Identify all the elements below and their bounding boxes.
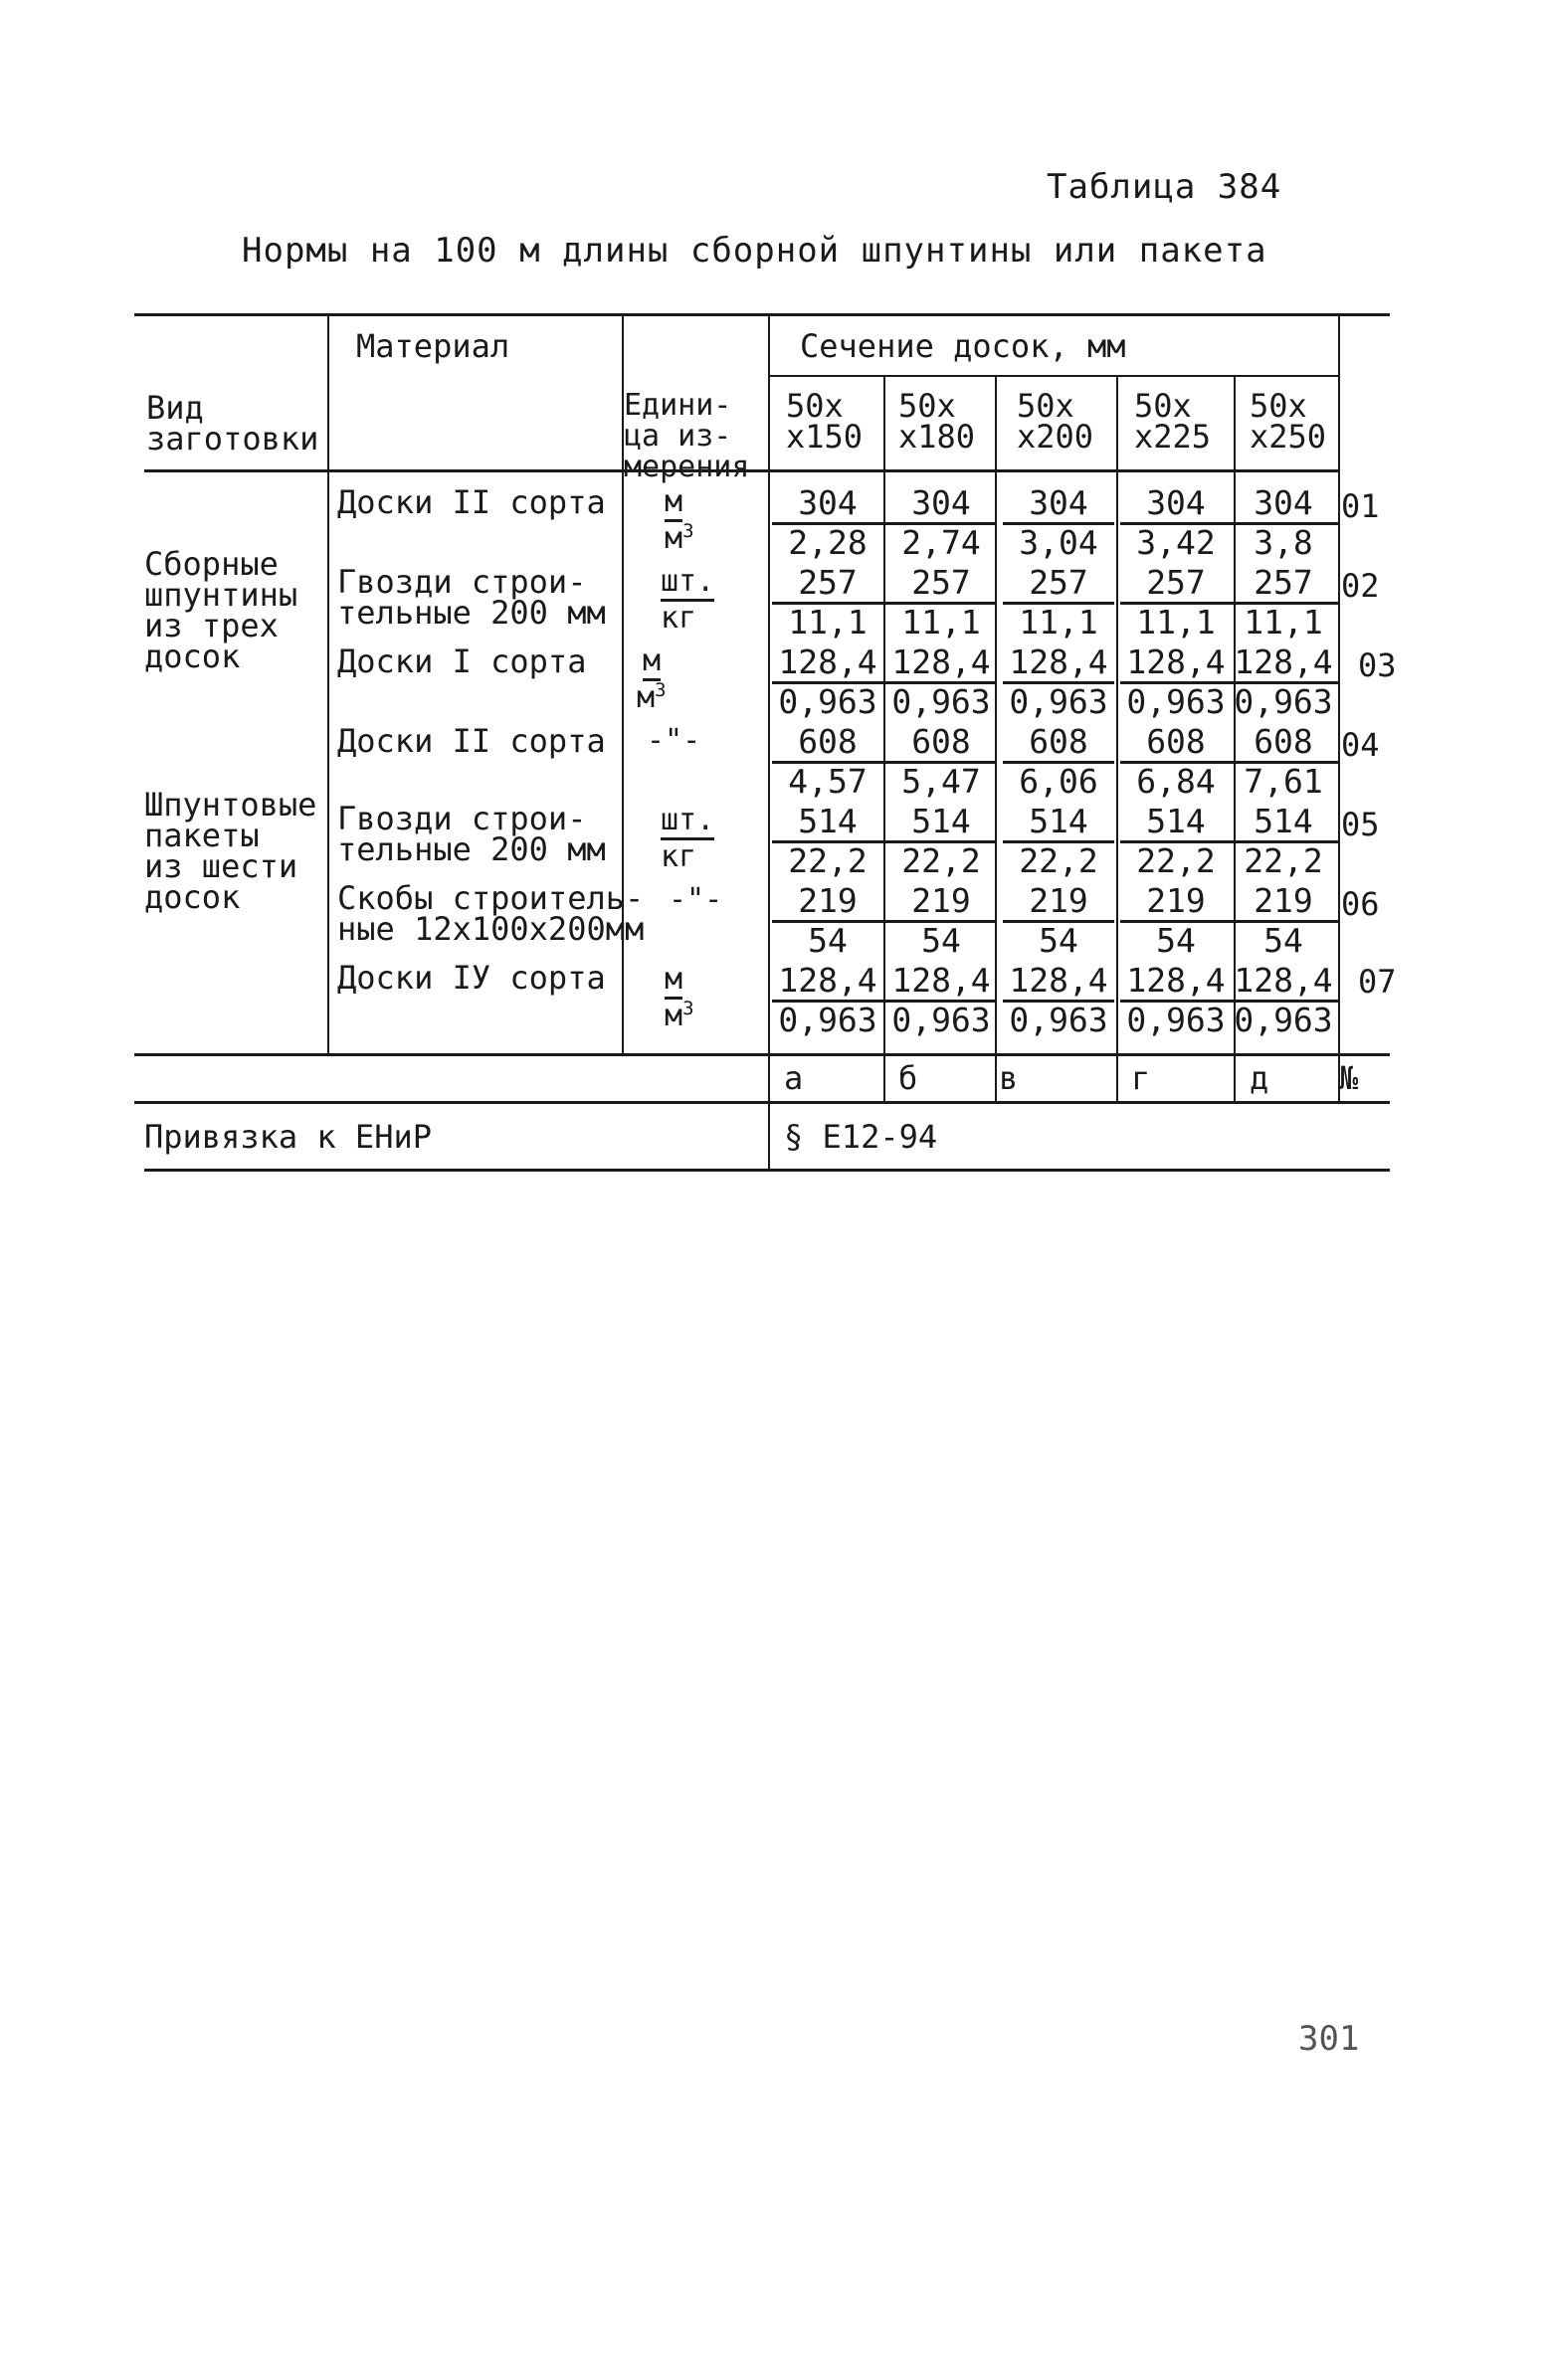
unit-row-05: шт. кг [661,803,715,874]
cell-01-b: $\frac{304}{2,74}$ [885,485,997,561]
row-code-01: 01 [1341,487,1380,525]
column-letter-a: а [784,1059,804,1097]
group-label-2: Шпунтовые пакеты из шести досок [144,786,317,916]
cell-01-d: $\frac{304}{3,42}$ [1120,485,1232,561]
material-row-04: Доски II сорта [337,722,606,760]
rule-table-bottom [144,1169,1390,1172]
material-row-03: Доски I сорта [337,642,587,680]
footer-label: Привязка к ЕНиР [144,1118,432,1156]
cell-05-d: $\frac{514}{22,2}$ [1120,804,1232,879]
row-code-05: 05 [1341,806,1380,843]
row-code-02: 02 [1341,567,1380,605]
cell-02-b: $\frac{257}{11,1}$ [885,565,997,641]
header-section: Сечение досок, мм [800,327,1126,365]
page-number: 301 [1298,2019,1360,2059]
rule-letters-bottom [134,1101,1390,1104]
cell-06-e: $\frac{219}{54}$ [1228,883,1339,959]
cell-04-b: $\frac{608}{5,47}$ [885,724,997,800]
cell-02-c: $\frac{257}{11,1}$ [1003,565,1114,641]
cell-07-a: $\frac{128,4}{0,963}$ [772,963,883,1038]
column-letter-e: д [1250,1059,1269,1097]
cell-04-e: $\frac{608}{7,61}$ [1228,724,1339,800]
unit-row-02: шт. кг [661,564,715,636]
cell-03-a: $\frac{128,4}{0,963}$ [772,644,883,720]
rule-body-bottom [134,1053,1390,1056]
cell-06-a: $\frac{219}{54}$ [772,883,883,959]
material-row-05: Гвозди строи- тельные 200 мм [337,800,606,868]
cell-07-c: $\frac{128,4}{0,963}$ [1003,963,1114,1038]
unit-row-06: -"- [669,882,723,917]
cell-07-e: $\frac{128,4}{0,963}$ [1228,963,1339,1038]
cell-02-e: $\frac{257}{11,1}$ [1228,565,1339,641]
material-row-07: Доски IУ сорта [337,959,606,997]
cell-05-b: $\frac{514}{22,2}$ [885,804,997,879]
cell-06-c: $\frac{219}{54}$ [1003,883,1114,959]
group-label-1: Сборные шпунтины из трех досок [144,545,298,675]
col-sep-unit [768,313,770,1169]
cell-03-d: $\frac{128,4}{0,963}$ [1120,644,1232,720]
cell-04-c: $\frac{608}{6,06}$ [1003,724,1114,800]
cell-03-c: $\frac{128,4}{0,963}$ [1003,644,1114,720]
cell-05-a: $\frac{514}{22,2}$ [772,804,883,879]
footer-value: § Е12-94 [784,1118,938,1156]
cell-04-d: $\frac{608}{6,84}$ [1120,724,1232,800]
header-size-180: 50х х180 [898,387,976,456]
cell-06-d: $\frac{219}{54}$ [1120,883,1232,959]
unit-row-03: м $м^3$ [637,643,667,715]
col-sep-c [1116,375,1118,1101]
unit-row-01: м $м^3$ [665,484,694,556]
row-code-04: 04 [1341,726,1380,764]
cell-04-a: $\frac{608}{4,57}$ [772,724,883,800]
header-size-150: 50х х150 [786,387,864,456]
cell-03-e: $\frac{128,4}{0,963}$ [1228,644,1339,720]
cell-01-a: $\frac{304}{2,28}$ [772,485,883,561]
column-letter-number: № [1339,1059,1359,1097]
material-row-06: Скобы строитель- ные 12х100х200мм [337,879,645,948]
column-letter-b: б [898,1059,918,1097]
col-sep-kind [327,313,329,1055]
header-size-250: 50х х250 [1250,387,1327,456]
cell-01-e: $\frac{304}{3,8}$ [1228,485,1339,561]
cell-01-c: $\frac{304}{3,04}$ [1003,485,1114,561]
rule-top [134,313,1390,316]
material-row-02: Гвозди строи- тельные 200 мм [337,563,606,632]
header-size-200: 50х х200 [1017,387,1094,456]
unit-row-04: -"- [647,723,701,758]
cell-05-e: $\frac{514}{22,2}$ [1228,804,1339,879]
header-size-225: 50х х225 [1134,387,1212,456]
cell-03-b: $\frac{128,4}{0,963}$ [885,644,997,720]
material-row-01: Доски II сорта [337,483,606,521]
cell-02-d: $\frac{257}{11,1}$ [1120,565,1232,641]
row-code-03: 03 [1358,646,1397,684]
cell-06-b: $\frac{219}{54}$ [885,883,997,959]
cell-05-c: $\frac{514}{22,2}$ [1003,804,1114,879]
unit-row-07: м $м^3$ [665,962,694,1033]
cell-07-d: $\frac{128,4}{0,963}$ [1120,963,1232,1038]
cell-07-b: $\frac{128,4}{0,963}$ [885,963,997,1038]
table-title: Нормы на 100 м длины сборной шпунтины или пакета [242,231,1267,271]
header-kind: Вид заготовки [146,389,319,458]
row-code-07: 07 [1358,963,1397,1001]
column-letter-d: г [1131,1059,1151,1097]
header-unit: Едини- ца из- мерения [624,388,750,484]
column-letter-c: в [999,1059,1019,1097]
header-material: Материал [356,327,510,365]
rule-section-sub [768,375,1340,377]
table-number: Таблица 384 [1047,167,1282,207]
cell-02-a: $\frac{257}{11,1}$ [772,565,883,641]
row-code-06: 06 [1341,885,1380,923]
